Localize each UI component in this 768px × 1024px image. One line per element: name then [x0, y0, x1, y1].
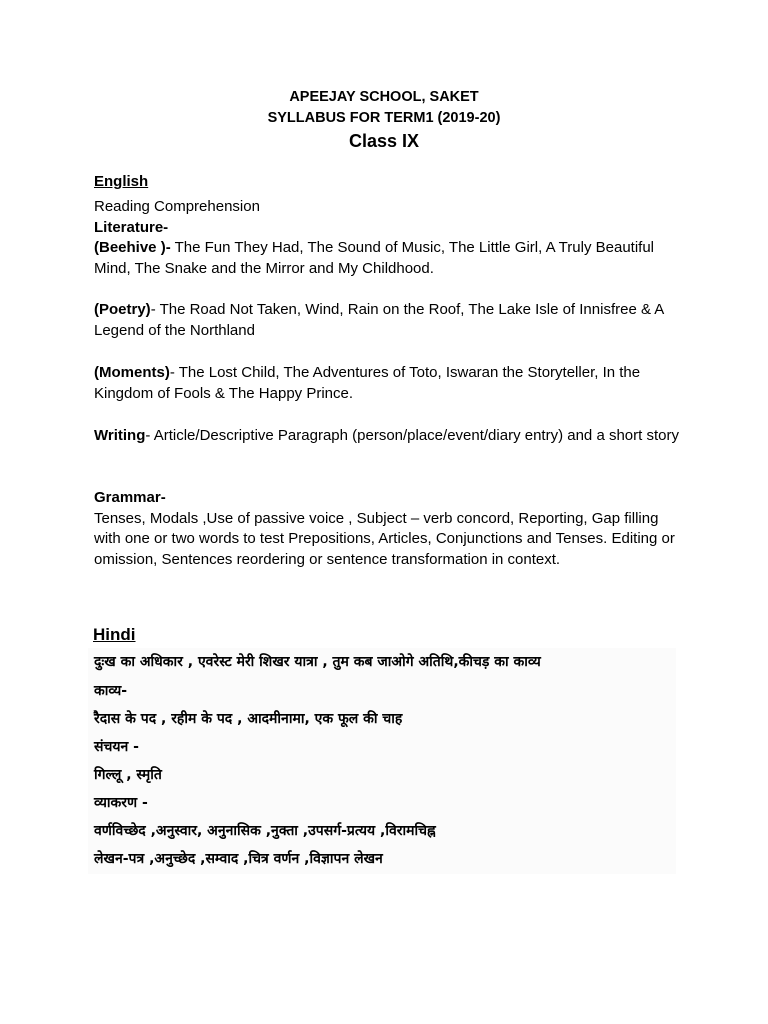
- class-title: Class IX: [348, 131, 420, 151]
- english-section: [94, 197, 684, 279]
- hindi-line: लेखन-पत्र ,अनुच्छेद ,सम्वाद ,चित्र वर्णन ,विज्ञापन लेखन: [94, 851, 383, 867]
- beehive-text: The Fun They Had, The Sound of Music, The Little Girl, A Truly Beautiful Mind, The Snake and the Mirror and My Childhood.: [94, 239, 654, 277]
- beehive-label: (Beehive )-: [94, 239, 171, 256]
- hindi-line: संचयन -: [94, 739, 139, 755]
- grammar-label: Grammar-: [94, 489, 166, 506]
- poetry-paragraph: [94, 300, 684, 341]
- beehive-paragraph: [94, 238, 684, 279]
- moments-label: (Moments): [94, 364, 170, 381]
- hindi-line: गिल्लू , स्मृति: [94, 767, 162, 783]
- english-heading-text: English: [94, 173, 149, 190]
- writing-label: Writing: [94, 427, 146, 444]
- grammar-section: [94, 488, 684, 570]
- hindi-content-box: [88, 648, 676, 874]
- moments-paragraph: [94, 363, 684, 404]
- hindi-line: काव्य-: [94, 683, 128, 699]
- grammar-text: Tenses, Modals ,Use of passive voice , Subject – verb concord, Reporting, Gap filling with one or two words to test Prepositions, Articles, Conjunctions and Tenses. Editing or omission, Sentences reordering or sentence transformation in context.: [94, 509, 675, 568]
- poetry-label: (Poetry): [94, 301, 151, 318]
- syllabus-title: SYLLABUS FOR TERM1 (2019-20): [267, 110, 501, 126]
- writing-text: - Article/Descriptive Paragraph (person/place/event/diary entry) and a short story: [145, 427, 679, 444]
- english-heading: [94, 172, 684, 193]
- hindi-line: रैदास के पद , रहीम के पद , आदमीनामा, एक फूल की चाह: [94, 711, 403, 727]
- reading-comprehension: Reading Comprehension: [94, 198, 260, 215]
- moments-text: - The Lost Child, The Adventures of Toto, Iswaran the Storyteller, In the Kingdom of Fools & The Happy Prince.: [94, 364, 641, 402]
- hindi-heading: Hindi: [93, 625, 136, 644]
- writing-paragraph: [94, 426, 684, 447]
- hindi-line: व्याकरण -: [94, 795, 148, 811]
- literature-label: Literature-: [94, 218, 169, 236]
- hindi-line: दुःख का अधिकार , एवरेस्ट मेरी शिखर यात्रा , तुम कब जाओगे अतिथि,कीचड़ का काव्य: [94, 654, 541, 670]
- school-name: APEEJAY SCHOOL, SAKET: [289, 89, 479, 105]
- poetry-text: - The Road Not Taken, Wind, Rain on the Roof, The Lake Isle of Innisfree & A Legend of the Northland: [94, 301, 664, 339]
- hindi-line: वर्णविच्छेद ,अनुस्वार, अनुनासिक ,नुक्ता ,उपसर्ग-प्रत्यय ,विरामचिह्न: [94, 823, 436, 839]
